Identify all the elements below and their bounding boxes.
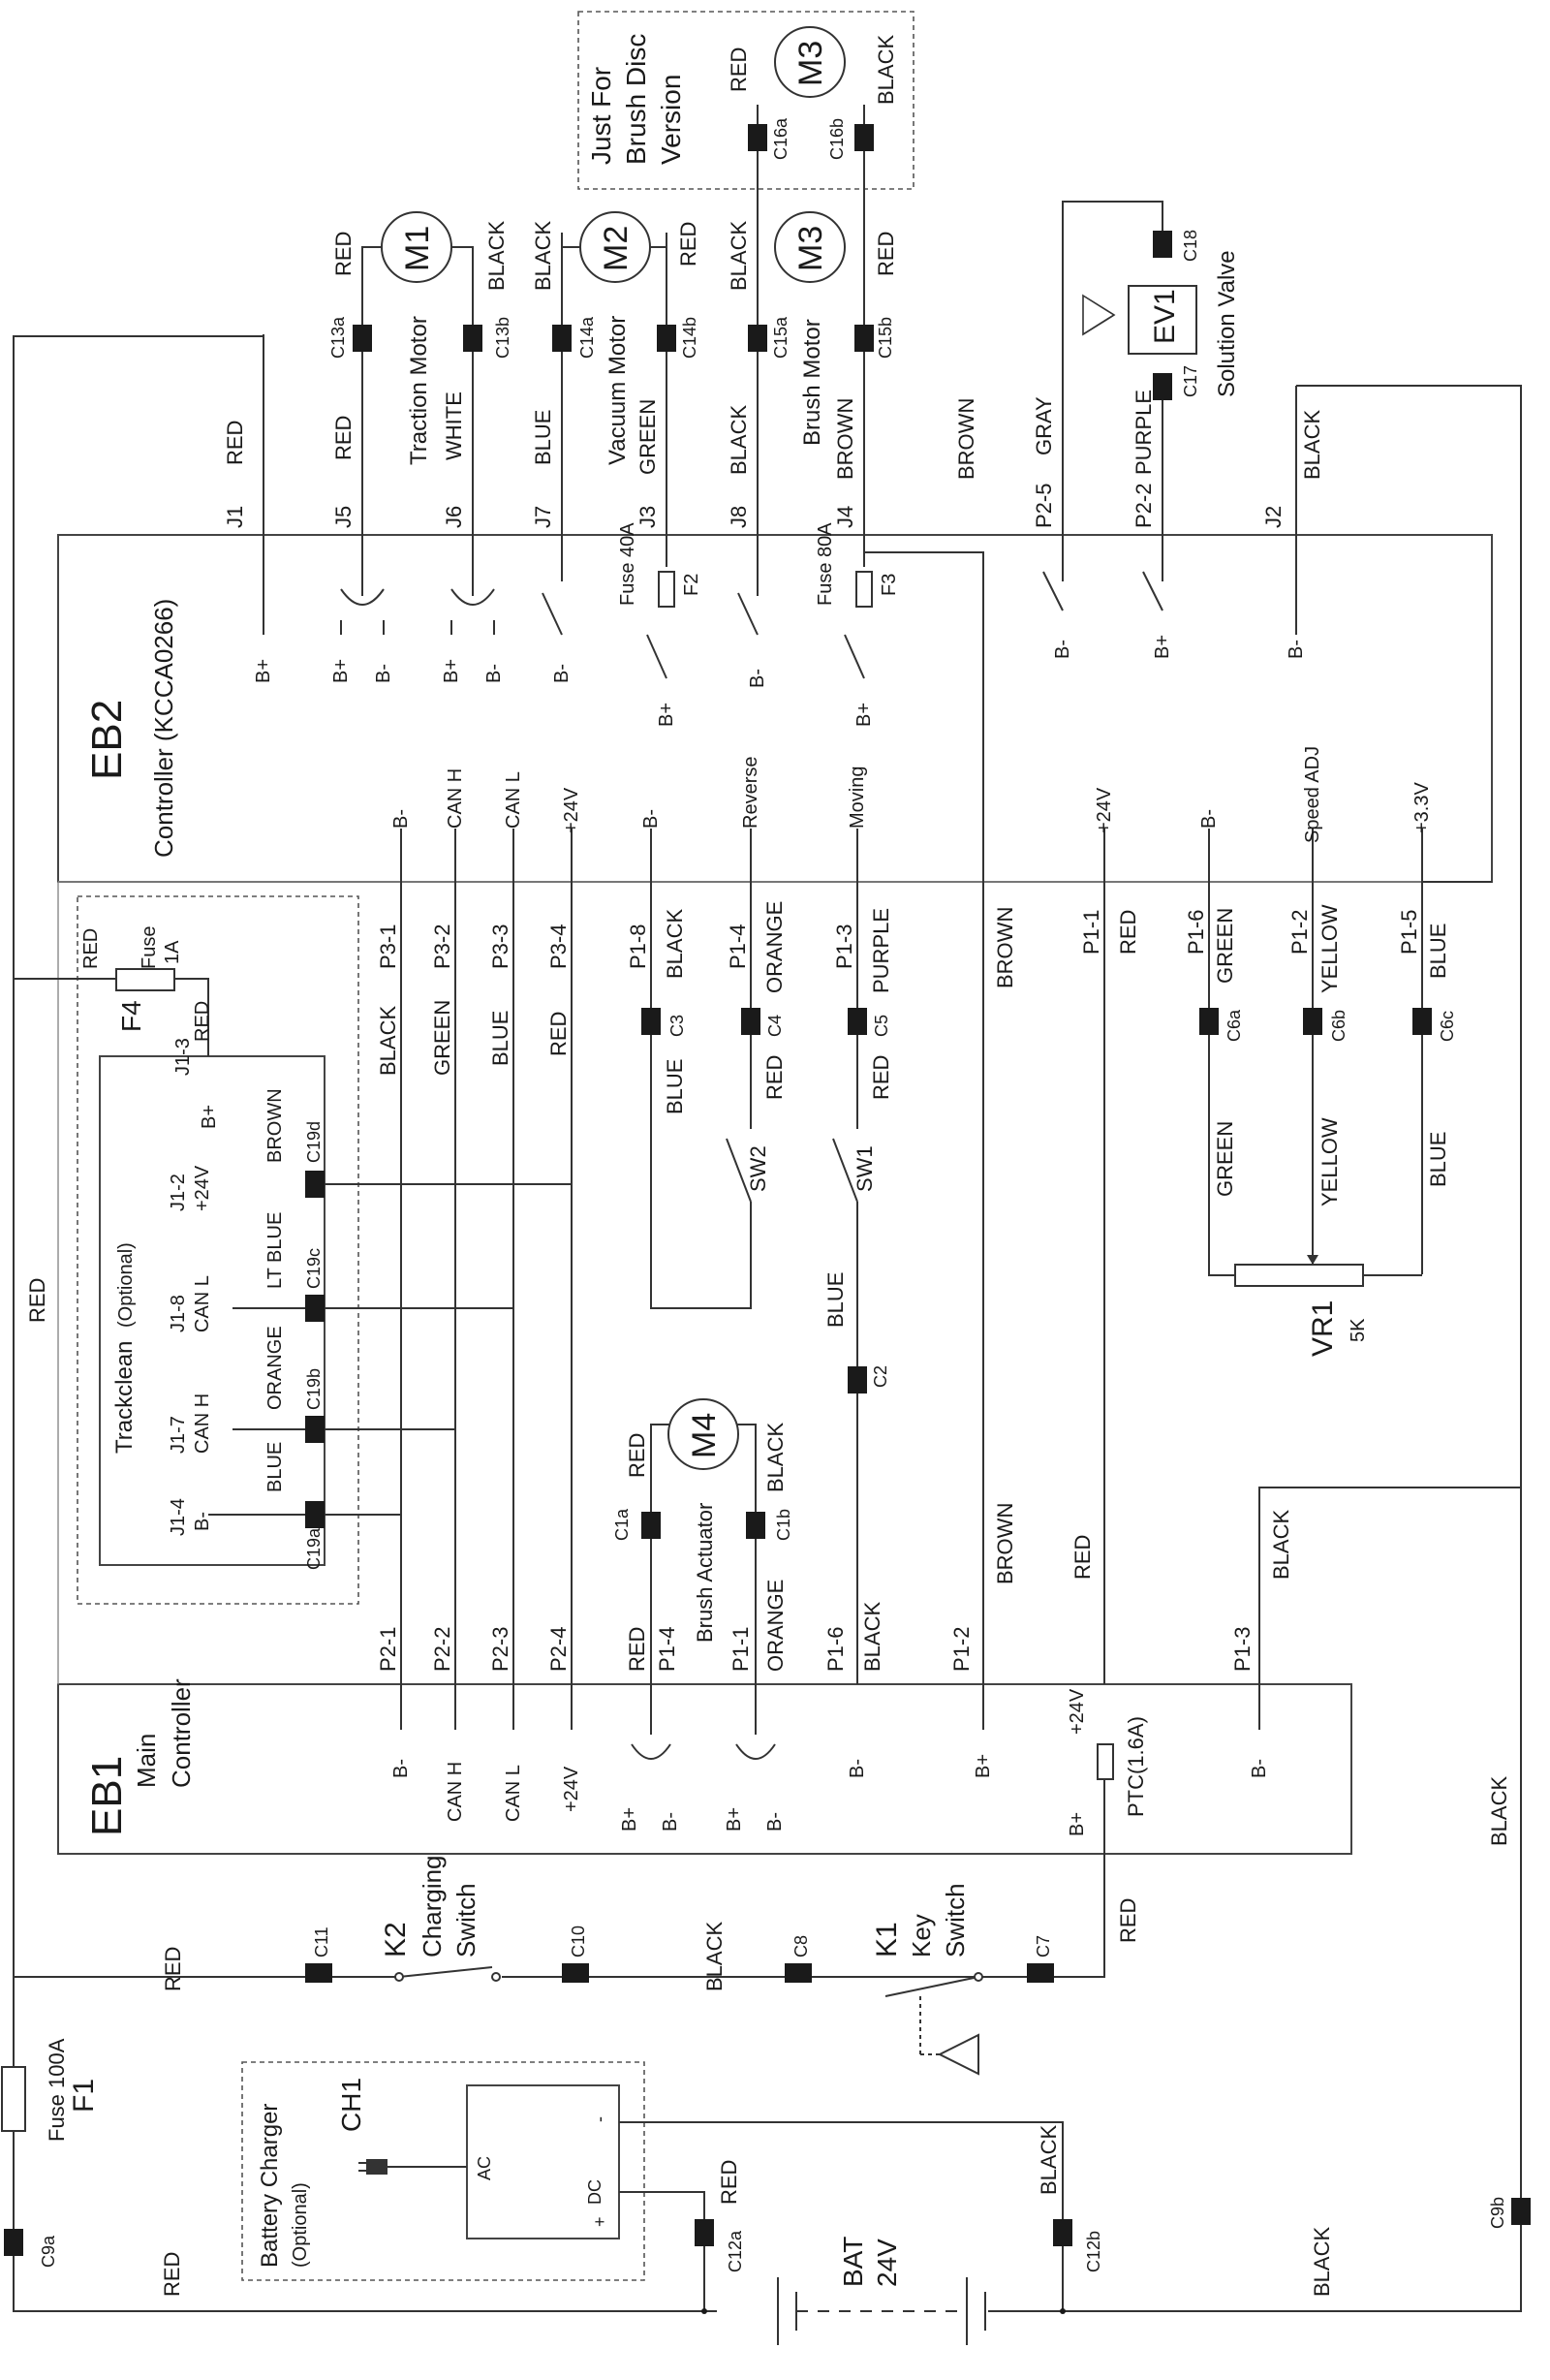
eb2-p2-5-switch	[1043, 572, 1063, 611]
m3-name: Brush Motor	[799, 319, 825, 446]
m2-top-wires	[562, 247, 580, 271]
eb1-pin-p1-4: P1-4	[655, 1626, 679, 1672]
wire-m3-red: RED	[874, 231, 898, 276]
eb1-wire-black-p1-6: BLACK	[860, 1601, 884, 1672]
pin-p3-2: P3-2	[430, 924, 454, 969]
wire-p1-3-purple: PURPLE	[869, 907, 893, 993]
eb1-24v-ptc: +24V	[1067, 1688, 1088, 1735]
eb2-bminus-p1-6: B-	[1198, 809, 1220, 829]
pin-j5: J5	[331, 505, 356, 528]
f2-id: F2	[681, 573, 702, 596]
k1-contact-1	[975, 1973, 982, 1981]
junction-dot-2	[1060, 2308, 1066, 2314]
wire-p1-2-yellow: YELLOW	[1318, 904, 1342, 993]
eb1-wire-black-p1-3: BLACK	[1269, 1509, 1293, 1580]
tc-wire-orange: ORANGE	[264, 1326, 286, 1410]
eb1-id-label: EB1	[83, 1755, 131, 1836]
pin-p1-1: P1-1	[1079, 909, 1103, 955]
m4-name: Brush Actuator	[693, 1502, 717, 1643]
eb1-24v: +24V	[561, 1766, 582, 1812]
eb2-id-label: EB2	[83, 699, 131, 780]
tc-pin-j1-3: J1-3	[172, 1038, 194, 1076]
wire-vr-green: GREEN	[1213, 1120, 1237, 1197]
eb1-pin-p1-6: P1-6	[823, 1626, 848, 1672]
ev1-id: EV1	[1149, 289, 1181, 344]
pin-p2-2: P2-2	[1132, 483, 1156, 528]
k2-l2: Switch	[451, 1883, 480, 1957]
eb1-wire-brown-p1-2: BROWN	[993, 1502, 1017, 1584]
tc-pin-j1-4: J1-4	[168, 1498, 189, 1536]
c13a-label: C13a	[328, 316, 348, 359]
tc-bplus: B+	[199, 1104, 220, 1129]
pin-p1-3: P1-3	[832, 924, 856, 969]
eb1-pin-p1-2: P1-2	[949, 1626, 974, 1672]
eb2-j8-switch	[738, 593, 758, 635]
m3b-id: M3	[792, 40, 829, 86]
ev1-name: Solution Valve	[1214, 250, 1240, 397]
eb1-wire-orange-m4: ORANGE	[763, 1579, 788, 1672]
eb2-bminus-j7: B-	[551, 664, 573, 683]
wire-p3-4-red: RED	[546, 1011, 571, 1056]
wire-p1-8-black: BLACK	[663, 908, 687, 979]
pin-p3-3: P3-3	[488, 924, 512, 969]
k1-id: K1	[871, 1922, 903, 1957]
charger-plus-red-wire	[619, 2192, 704, 2311]
vr1-value: 5K	[1348, 1318, 1369, 1342]
eb2-j7-switch	[542, 593, 562, 635]
wire-p2-5-gray: GRAY	[1032, 396, 1056, 455]
c7-label: C7	[1034, 1934, 1053, 1957]
c17-label: C17	[1181, 364, 1200, 397]
ptc-fuse-symbol	[1098, 1744, 1113, 1779]
eb2-3v3-p1-5: +3.3V	[1411, 782, 1433, 833]
eb1-canh: CAN H	[445, 1761, 466, 1822]
charger-wire-black: BLACK	[1037, 2124, 1061, 2195]
f3-id: F3	[879, 573, 900, 596]
m1-top-wires-2	[451, 247, 473, 271]
pin-j4: J4	[833, 505, 857, 528]
wire-j3-green: GREEN	[636, 398, 660, 475]
c11-label: C11	[312, 1926, 331, 1957]
eb1-pin-p2-4: P2-4	[546, 1626, 571, 1672]
eb1-pin-p1-1: P1-1	[728, 1626, 753, 1672]
eb1-name-line1: Main	[132, 1733, 161, 1788]
eb1-wire-red-p1-1: RED	[1070, 1534, 1095, 1580]
brush-disc-line1: Just For	[586, 66, 616, 165]
ptc-label: PTC(1.6A)	[1124, 1716, 1148, 1817]
f4-id: F4	[116, 1000, 146, 1032]
c15b-label: C15b	[876, 316, 895, 359]
c16a-label: C16a	[771, 117, 790, 160]
c3-label: C3	[667, 1014, 687, 1037]
wire-m1-red: RED	[331, 231, 356, 276]
c4-label: C4	[765, 1014, 785, 1037]
wire-p1-5-blue: BLUE	[1426, 923, 1450, 979]
c6a-label: C6a	[1224, 1009, 1244, 1042]
tc-wire-red-j1-3: RED	[192, 1000, 213, 1042]
eb1-canl: CAN L	[503, 1765, 524, 1822]
eb1-p1-3-black-wire	[1259, 1488, 1521, 1730]
f4-l2: 1A	[162, 940, 183, 964]
eb1-pin-p2-3: P2-3	[488, 1626, 512, 1672]
eb1-bminus-p1-4: B-	[660, 1812, 681, 1832]
c1a-label: C1a	[612, 1508, 632, 1541]
bus-red-k2: RED	[161, 1946, 185, 1991]
wire-p3-2-green: GREEN	[430, 999, 454, 1076]
wire-j5-red: RED	[331, 415, 356, 460]
m4-wire-red: RED	[625, 1432, 649, 1478]
pin-p3-4: P3-4	[546, 924, 571, 969]
c16b-label: C16b	[827, 117, 847, 160]
eb2-bminus-j5: B-	[373, 664, 394, 683]
bus-black-bottom: BLACK	[1310, 2226, 1334, 2297]
wire-sw1-red: RED	[869, 1054, 893, 1100]
eb1-pin-p1-3: P1-3	[1230, 1626, 1255, 1672]
vr1-left-wire	[1209, 1274, 1235, 1275]
vr1-id: VR1	[1307, 1300, 1339, 1357]
sw2-label: SW2	[746, 1145, 770, 1192]
wire-brown-eb2: BROWN	[993, 906, 1017, 988]
wire-j4-brown: BROWN	[833, 397, 857, 480]
pin-j6: J6	[442, 505, 466, 528]
bus-red-left: RED	[25, 1277, 49, 1323]
c14b-label: C14b	[680, 316, 699, 359]
eb1-pin-p2-2: P2-2	[430, 1626, 454, 1672]
brown-p2-wire	[864, 552, 983, 1684]
battery-voltage: 24V	[872, 2239, 902, 2287]
c1b-label: C1b	[774, 1508, 793, 1541]
c12b-label: C12b	[1084, 2230, 1103, 2272]
wire-j2-black: BLACK	[1300, 409, 1324, 480]
wire-sw2-red: RED	[762, 1054, 787, 1100]
c8-label: C8	[791, 1934, 811, 1957]
wire-p3-1-black: BLACK	[376, 1005, 400, 1076]
tc-can-l: CAN L	[192, 1275, 213, 1332]
eb1-name-line2: Controller	[167, 1678, 196, 1788]
wire-j6-white: WHITE	[442, 391, 466, 460]
wire-m1-black: BLACK	[484, 220, 509, 291]
m1-id: M1	[399, 225, 436, 271]
f2-rating: Fuse 40A	[617, 522, 638, 606]
c15a-label: C15a	[771, 316, 790, 359]
tc-pin-j1-8: J1-8	[168, 1295, 189, 1332]
wire-p2-2-purple: PURPLE	[1132, 389, 1156, 475]
key-switch-k1-lever	[885, 1977, 978, 1996]
c13b-label: C13b	[493, 316, 512, 359]
ac-plug-icon	[358, 2159, 467, 2175]
main-black-bus-wire	[988, 386, 1521, 2311]
eb1-p1-4-switch	[632, 1744, 670, 1759]
eb2-bplus-j1: B+	[253, 658, 274, 683]
c19a-label: C19a	[304, 1527, 324, 1570]
tc-wire-brown: BROWN	[264, 1088, 286, 1163]
c14a-label: C14a	[577, 316, 597, 359]
pin-p1-8: P1-8	[626, 924, 650, 969]
wire-m2-black: BLACK	[531, 220, 555, 291]
junction-dot-1	[701, 2308, 707, 2314]
eb2-24v-p1-1: +24V	[1094, 787, 1115, 833]
k1-l2: Switch	[941, 1883, 970, 1957]
c6c-label: C6c	[1438, 1010, 1457, 1042]
brush-disc-line2: Brush Disc	[621, 33, 651, 165]
tc-wire-blue: BLUE	[264, 1441, 286, 1492]
eb2-p2-2-switch	[1143, 572, 1162, 611]
eb2-controller-box	[58, 535, 1492, 882]
charger-dc-label: DC	[585, 2179, 604, 2205]
m2-id: M2	[598, 225, 635, 271]
eb2-name-label: Controller (KCCA0266)	[149, 598, 178, 858]
charger-wire-red: RED	[717, 2159, 741, 2205]
c18-label: C18	[1181, 229, 1200, 262]
eb2-j6-switch	[451, 589, 494, 635]
m3-id: M3	[792, 225, 829, 271]
eb1-bplus-p1-4: B+	[619, 1806, 640, 1832]
wire-p3-3-blue: BLUE	[488, 1010, 512, 1066]
wire-m3b-red: RED	[727, 47, 751, 92]
eb1-bplus-ptc: B+	[1067, 1811, 1088, 1836]
pin-j2: J2	[1261, 505, 1286, 528]
wire-sw2-blue: BLUE	[663, 1058, 687, 1114]
k2-l1: Charging	[418, 1855, 447, 1957]
bus-black-right: BLACK	[1487, 1775, 1511, 1846]
pin-p1-2: P1-2	[1287, 909, 1312, 955]
eb2-moving-p1-3: Moving	[847, 766, 868, 829]
eb1-main-controller-box	[58, 1684, 1351, 1854]
tc-can-h: CAN H	[192, 1393, 213, 1454]
eb2-bplus-j5: B+	[330, 658, 352, 683]
fuse-f1-symbol	[2, 2067, 25, 2131]
m1-name: Traction Motor	[406, 316, 432, 465]
eb2-j4-switch	[845, 635, 864, 678]
eb2-j3-switch	[647, 635, 666, 678]
eb2-bplus-j3: B+	[656, 702, 677, 727]
c9b-label: C9b	[1488, 2196, 1507, 2229]
k2-id: K2	[380, 1922, 412, 1957]
eb2-bminus-p3-1: B-	[390, 809, 412, 829]
eb1-bminus-p1-1: B-	[764, 1812, 786, 1832]
c2-label: C2	[871, 1364, 890, 1388]
wire-p1-1-red: RED	[1116, 909, 1140, 955]
pin-p1-5: P1-5	[1397, 909, 1421, 955]
eb2-canl-p3-3: CAN L	[503, 771, 524, 829]
c6b-label: C6b	[1329, 1009, 1348, 1042]
eb1-bplus-p1-2: B+	[973, 1753, 994, 1778]
eb2-speed-p1-2: Speed ADJ	[1302, 745, 1323, 843]
bus-red-k1: RED	[1116, 1897, 1140, 1943]
c9a-label: C9a	[39, 2235, 58, 2268]
f3-rating: Fuse 80A	[815, 522, 836, 606]
trackclean-title: Trackclean	[111, 1340, 138, 1454]
tc-wire-red-fuse: RED	[80, 927, 102, 969]
valve-bowtie-icon	[1083, 296, 1114, 334]
tc-24v: +24V	[192, 1165, 213, 1211]
k1-l1: Key	[907, 1914, 936, 1957]
charger-id: CH1	[336, 2077, 366, 2132]
sw1-label: SW1	[852, 1145, 877, 1192]
wire-vr-yellow: YELLOW	[1318, 1117, 1342, 1206]
eb2-j5-switch	[341, 589, 384, 635]
bus-black-k2k1: BLACK	[702, 1921, 727, 1991]
wire-p1-4-orange: ORANGE	[762, 900, 787, 993]
eb1-pin-p2-1: P2-1	[376, 1626, 400, 1672]
eb2-bplus-p2-2: B+	[1152, 634, 1173, 659]
eb2-reverse-p1-4: Reverse	[740, 756, 761, 829]
m2-top-wires-2	[650, 247, 666, 271]
wire-j7-blue: BLUE	[531, 409, 555, 465]
eb2-bminus-j8: B-	[747, 669, 768, 688]
eb2-canh-p3-2: CAN H	[445, 767, 466, 829]
wire-vr-blue: BLUE	[1426, 1131, 1450, 1187]
c19d-label: C19d	[304, 1120, 324, 1163]
eb2-bminus-j6: B-	[483, 664, 505, 683]
fuse-f3-symbol	[856, 572, 872, 607]
battery-id: BAT	[838, 2236, 868, 2287]
wire-j8-black: BLACK	[727, 404, 751, 475]
wire-m3b-black: BLACK	[874, 34, 898, 105]
f1-rating: Fuse 100A	[45, 2038, 69, 2142]
pin-j1: J1	[223, 505, 247, 528]
wire-m3-black: BLACK	[727, 220, 751, 291]
m1-top-wires	[362, 247, 382, 271]
eb1-bminus-p2-1: B-	[390, 1759, 412, 1778]
f1-id: F1	[68, 2078, 100, 2113]
tc-pin-j1-2: J1-2	[168, 1174, 189, 1211]
m4-id: M4	[686, 1412, 723, 1458]
k2-contact-1	[395, 1973, 403, 1981]
m2-name: Vacuum Motor	[604, 315, 631, 465]
fuse-f2-symbol	[659, 572, 674, 607]
pin-j3: J3	[636, 505, 660, 528]
charger-ac-label: AC	[475, 2155, 494, 2180]
c19c-label: C19c	[304, 1247, 324, 1289]
pin-j7: J7	[531, 505, 555, 528]
eb2-bplus-j6: B+	[441, 658, 462, 683]
fuse-f4-symbol	[116, 969, 174, 990]
tc-wire-ltblue: LT BLUE	[264, 1211, 286, 1289]
tc-pin-j1-7: J1-7	[168, 1416, 189, 1454]
wire-m2-red: RED	[676, 221, 700, 266]
eb2-bminus-j2: B-	[1286, 640, 1307, 659]
c5-label: C5	[872, 1014, 891, 1037]
k2-contact-2	[492, 1973, 500, 1981]
charger-note: (Optional)	[290, 2182, 311, 2268]
eb2-bminus-p1-8: B-	[640, 809, 662, 829]
key-switch-actuator-icon	[920, 1996, 978, 2074]
eb1-p1-1-switch	[736, 1744, 775, 1759]
pin-p1-4: P1-4	[726, 924, 750, 969]
eb1-bminus-p1-3: B-	[1249, 1759, 1270, 1778]
trackclean-note: (Optional)	[115, 1242, 137, 1328]
m4-wire-black: BLACK	[763, 1422, 788, 1492]
wire-sw1-blue: BLUE	[823, 1271, 848, 1328]
c12a-label: C12a	[726, 2230, 745, 2272]
pin-p3-1: P3-1	[376, 924, 400, 969]
wire-brown-p2: BROWN	[954, 397, 978, 480]
pin-j8: J8	[727, 505, 751, 528]
wire-j1-red: RED	[223, 420, 247, 465]
charger-plus-label: +	[590, 2216, 609, 2227]
c19b-label: C19b	[304, 1367, 324, 1410]
pin-p2-5: P2-5	[1032, 483, 1056, 528]
f4-l1: Fuse	[139, 925, 160, 969]
eb2-bminus-p2-5: B-	[1052, 640, 1073, 659]
eb1-bminus-p1-6: B-	[847, 1759, 868, 1778]
charger-title: Battery Charger	[257, 2103, 283, 2268]
vr1-wiper-arrow	[1307, 1255, 1318, 1265]
charger-minus-label: -	[590, 2116, 609, 2122]
pin-p1-6: P1-6	[1184, 909, 1208, 955]
wire-p1-6-green: GREEN	[1213, 907, 1237, 984]
eb1-bplus-p1-1: B+	[724, 1806, 745, 1832]
eb1-wire-red-m4: RED	[625, 1626, 649, 1672]
brush-disc-line3: Version	[656, 74, 686, 165]
tc-bminus: B-	[192, 1512, 213, 1531]
eb2-24v-p3-4: +24V	[561, 787, 582, 833]
bus-red-bottom: RED	[160, 2251, 184, 2297]
vr1-potentiometer-symbol	[1235, 1265, 1363, 1286]
eb2-bplus-j4: B+	[853, 702, 875, 727]
c10-label: C10	[569, 1925, 588, 1957]
